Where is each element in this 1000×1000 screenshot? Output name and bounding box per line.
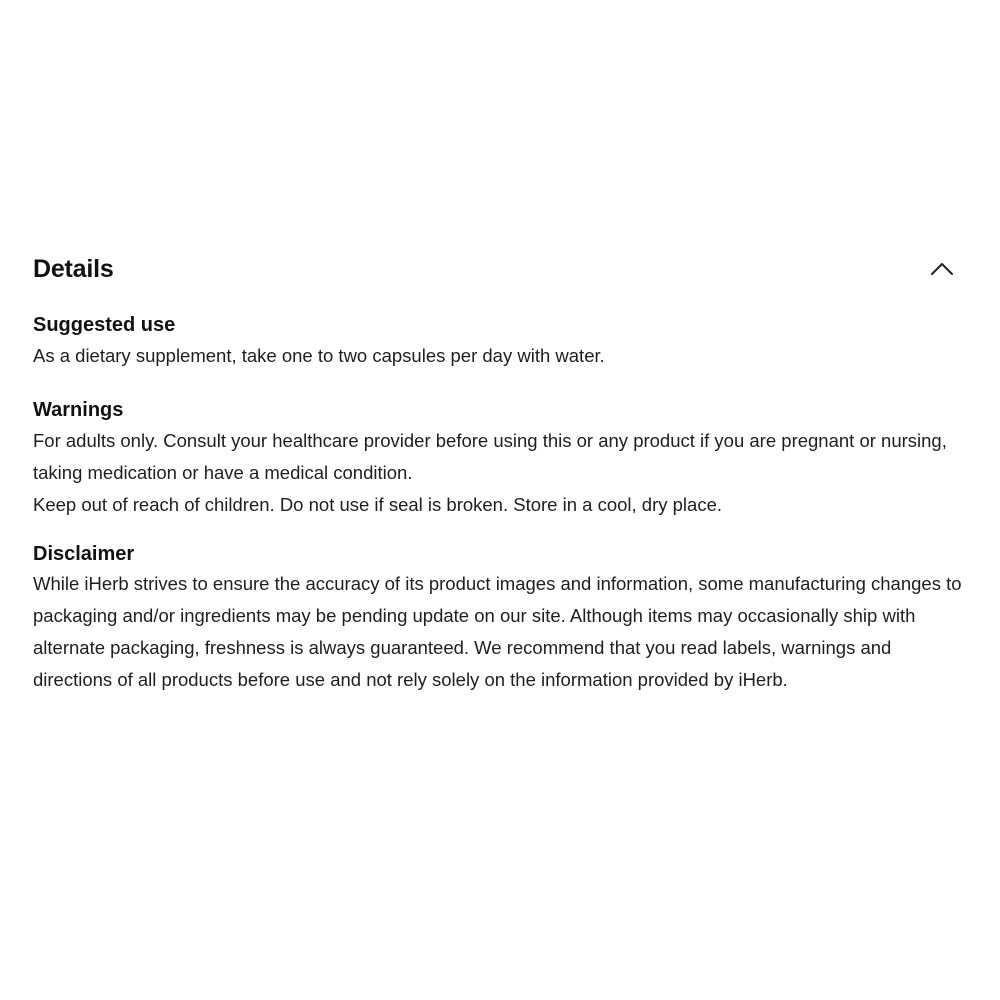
suggested-use-section: [33, 312, 968, 372]
disclaimer-text: [33, 568, 968, 696]
chevron-up-icon: [930, 262, 954, 276]
suggested-use-heading: Suggested use: [33, 314, 176, 336]
disclaimer-paragraph: While iHerb strives to ensure the accuracy of its product images and information, some manufacturing changes to packaging and/or ingredients may be pending update on our site. Although items may occasionally ship with alternate packaging, freshness is always guaranteed. We recommend that you read labels, warnings and directions of all products before use and not rely solely on the information provided by iHerb.: [33, 573, 962, 690]
warnings-paragraph: Keep out of reach of children. Do not use if seal is broken. Store in a cool, dry place.: [33, 494, 722, 515]
disclaimer-heading: Disclaimer: [33, 543, 135, 565]
warnings-text: [33, 425, 968, 521]
details-accordion-header[interactable]: [33, 250, 968, 288]
disclaimer-section: [33, 541, 968, 696]
collapse-button[interactable]: [927, 254, 957, 284]
details-panel: [33, 250, 968, 696]
warnings-heading: Warnings: [33, 399, 124, 421]
details-title: Details: [33, 254, 114, 283]
warnings-section: [33, 397, 968, 521]
suggested-use-text: [33, 340, 968, 372]
warnings-paragraph: For adults only. Consult your healthcare provider before using this or any product if you are pregnant or nursing, taking medication or have a medical condition.: [33, 430, 947, 483]
suggested-use-paragraph: As a dietary supplement, take one to two capsules per day with water.: [33, 345, 605, 366]
